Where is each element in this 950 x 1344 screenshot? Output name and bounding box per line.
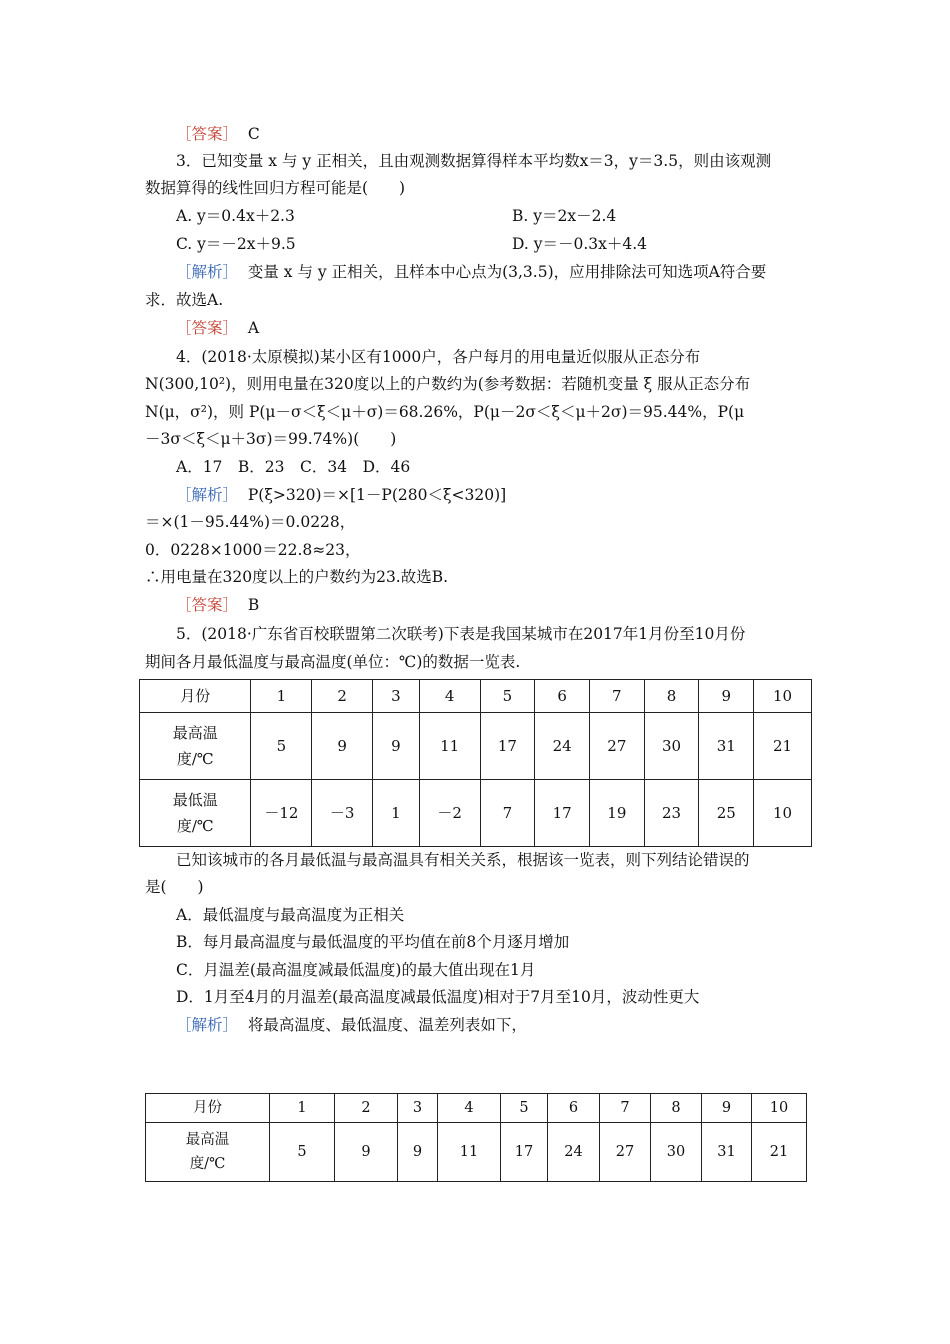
low-cell: －3 [312, 780, 373, 847]
q4-answer-line [176, 595, 259, 615]
high-cell: 24 [548, 1123, 600, 1182]
table-row-high [140, 713, 812, 780]
high-cell: 5 [270, 1123, 335, 1182]
high-cell: 24 [535, 713, 590, 780]
high-cell: 17 [501, 1123, 548, 1182]
high-cell: 27 [589, 713, 644, 780]
answer-tag: ［答案］ [176, 125, 239, 143]
low-cell: 25 [699, 780, 754, 847]
q4-stem-line4: －3σ＜ξ＜μ＋3σ)＝99.74%)( ) [145, 430, 397, 448]
q4-analysis-line1 [176, 485, 506, 505]
q4-stem-line3: N(μ，σ²)，则 P(μ－σ＜ξ＜μ＋σ)＝68.26%，P(μ－2σ＜ξ＜μ＋2σ)＝95.44%，P(μ [145, 403, 745, 421]
q4-stem-line1: 4．(2018·太原模拟)某小区有1000户，各户每月的用电量近似服从正态分布 [176, 348, 701, 366]
month-cell: 9 [699, 680, 754, 713]
q5-option-a: A．最低温度与最高温度为正相关 [176, 906, 405, 924]
high-cell: 9 [312, 713, 373, 780]
high-cell: 31 [702, 1123, 752, 1182]
month-cell: 2 [335, 1094, 398, 1123]
low-cell: 19 [589, 780, 644, 847]
month-cell: 7 [600, 1094, 651, 1123]
label-line1: 最低温 [172, 791, 218, 809]
row-label-high [140, 713, 251, 780]
label-line1: 最高温 [185, 1132, 230, 1148]
label-line2: 度/℃ [189, 1156, 226, 1172]
table-header-row [140, 680, 812, 713]
answer-tag: ［答案］ [176, 319, 239, 337]
high-cell: 11 [419, 713, 480, 780]
month-cell: 8 [644, 680, 699, 713]
q3-option-c: C. y＝－2x＋9.5 [176, 235, 296, 253]
q4-analysis-line3: 0．0228×1000＝22.8≈23， [145, 541, 361, 559]
month-cell: 1 [251, 680, 312, 713]
high-cell: 31 [699, 713, 754, 780]
analysis-tag: ［解析］ [176, 263, 239, 281]
q3-stem-line1: 3．已知变量 x 与 y 正相关，且由观测数据算得样本平均数x＝3，y＝3.5，则由该观测 [176, 152, 772, 170]
low-cell: －2 [419, 780, 480, 847]
month-cell: 3 [373, 680, 420, 713]
high-cell: 21 [752, 1123, 807, 1182]
label-line2: 度/℃ [176, 817, 214, 835]
q5-stem-line2: 期间各月最低温度与最高温度(单位：℃)的数据一览表. [145, 653, 521, 671]
q4-stem-line2: N(300,10²)，则用电量在320度以上的户数约为(参考数据：若随机变量 ξ 服从正态分布 [145, 375, 751, 393]
q3-option-a: A. y＝0.4x＋2.3 [176, 207, 295, 225]
month-cell: 3 [398, 1094, 438, 1123]
table-row-high [146, 1123, 807, 1182]
high-cell: 5 [251, 713, 312, 780]
q4-options: A．17 B．23 C．34 D．46 [176, 458, 411, 476]
month-cell: 4 [438, 1094, 501, 1123]
label-line1: 最高温 [172, 724, 218, 742]
table-row-low [140, 780, 812, 847]
answer-tag: ［答案］ [176, 596, 239, 614]
table-header-row [146, 1094, 807, 1123]
row-label-low [140, 780, 251, 847]
q3-analysis-line1 [176, 262, 766, 282]
high-cell: 27 [600, 1123, 651, 1182]
high-cell: 30 [644, 713, 699, 780]
month-cell: 6 [535, 680, 590, 713]
month-cell: 8 [651, 1094, 702, 1123]
answer-value: B [247, 596, 260, 614]
high-cell: 9 [398, 1123, 438, 1182]
low-cell: 10 [754, 780, 812, 847]
temperature-table [139, 679, 812, 847]
low-cell: 23 [644, 780, 699, 847]
analysis-text: P(ξ>320)＝×[1－P(280＜ξ<320)] [247, 486, 507, 504]
high-cell: 30 [651, 1123, 702, 1182]
q3-analysis-line2: 求．故选A. [145, 291, 224, 309]
analysis-text: 变量 x 与 y 正相关，且样本中心点为(3,3.5)，应用排除法可知选项A符合要 [247, 263, 767, 281]
high-cell: 17 [480, 713, 535, 780]
q5-after-line1: 已知该城市的各月最低温与最高温具有相关关系，根据该一览表，则下列结论错误的 [176, 851, 750, 869]
month-cell: 4 [419, 680, 480, 713]
month-cell: 5 [501, 1094, 548, 1123]
month-cell: 5 [480, 680, 535, 713]
q5-option-b: B．每月最高温度与最低温度的平均值在前8个月逐月增加 [176, 933, 570, 951]
month-cell: 9 [702, 1094, 752, 1123]
answer-value: A [247, 319, 260, 337]
row-label-high [146, 1123, 270, 1182]
month-cell: 10 [754, 680, 812, 713]
analysis-tag: ［解析］ [176, 486, 239, 504]
q5-option-c: C．月温差(最高温度减最低温度)的最大值出现在1月 [176, 961, 536, 979]
answer-value: C [247, 125, 260, 143]
low-cell: 17 [535, 780, 590, 847]
month-cell: 1 [270, 1094, 335, 1123]
q3-option-d: D. y＝－0.3x＋4.4 [512, 235, 648, 253]
q5-analysis-line [176, 1015, 527, 1035]
low-cell: 7 [480, 780, 535, 847]
high-cell: 21 [754, 713, 812, 780]
analysis-tag: ［解析］ [176, 1016, 239, 1034]
q3-answer-line [176, 318, 259, 338]
q5-option-d: D．1月至4月的月温差(最高温度减最低温度)相对于7月至10月，波动性更大 [176, 988, 700, 1006]
high-cell: 9 [335, 1123, 398, 1182]
month-cell: 7 [589, 680, 644, 713]
month-cell: 2 [312, 680, 373, 713]
header-label: 月份 [140, 680, 251, 713]
q2-answer-line [176, 124, 260, 144]
month-cell: 6 [548, 1094, 600, 1123]
low-cell: －12 [251, 780, 312, 847]
q5-after-line2: 是( ) [145, 878, 204, 896]
month-cell: 10 [752, 1094, 807, 1123]
high-cell: 9 [373, 713, 420, 780]
q5-stem-line1: 5．(2018·广东省百校联盟第二次联考)下表是我国某城市在2017年1月份至10月份 [176, 625, 746, 643]
low-cell: 1 [373, 780, 420, 847]
q3-option-b: B. y＝2x－2.4 [512, 207, 617, 225]
q4-analysis-line2: ＝×(1－95.44%)＝0.0228， [145, 513, 356, 531]
q4-analysis-line4: ∴用电量在320度以上的户数约为23.故选B. [145, 568, 449, 586]
high-cell: 11 [438, 1123, 501, 1182]
temperature-table-2 [145, 1093, 807, 1182]
label-line2: 度/℃ [176, 750, 214, 768]
header-label: 月份 [146, 1094, 270, 1123]
analysis-text: 将最高温度、最低温度、温差列表如下， [247, 1016, 527, 1034]
q3-stem-line2: 数据算得的线性回归方程可能是( ) [145, 179, 406, 197]
